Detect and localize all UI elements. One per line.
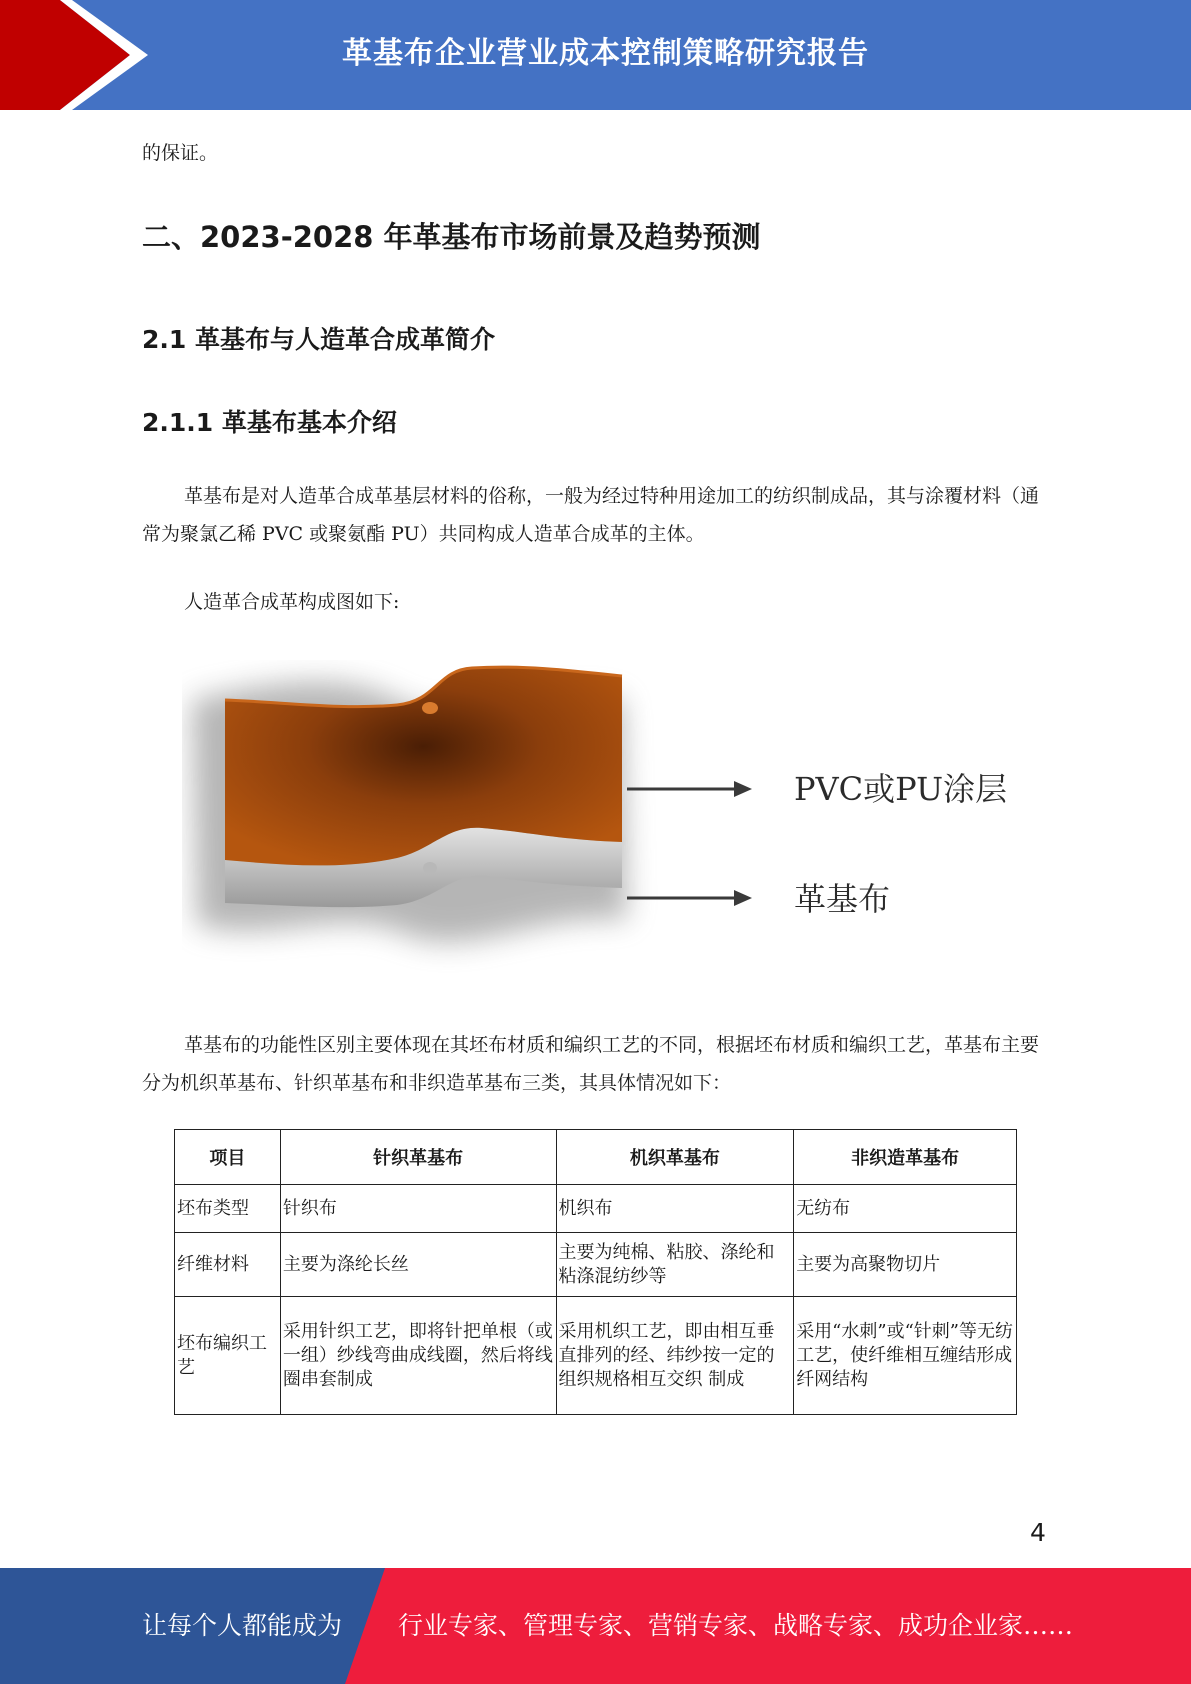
table-cell: 坯布编织工艺 [175, 1297, 281, 1415]
table-header-cell: 机织革基布 [556, 1130, 794, 1185]
table-cell: 无纺布 [794, 1185, 1017, 1233]
table-cell: 主要为纯棉、粘胶、涤纶和粘涤混纺纱等 [556, 1233, 794, 1297]
table-cell: 坯布类型 [175, 1185, 281, 1233]
coating-label: PVC或PU涂层 [794, 770, 1008, 808]
footer-slogan-right: 行业专家、管理专家、营销专家、战略专家、成功企业家…… [398, 1611, 1074, 1640]
table-row [175, 1297, 1017, 1415]
leather-composition-diagram [182, 660, 1022, 980]
paragraph-intro: 革基布是对人造革合成革基层材料的俗称，一般为经过特种用途加工的纺织制成品，其与涂覆材料（通常为聚氯乙稀 PVC 或聚氨酯 PU）共同构成人造革合成革的主体。 [142, 485, 1040, 545]
paragraph-classification: 革基布的功能性区别主要体现在其坯布材质和编织工艺的不同，根据坯布材质和编织工艺，革基布主要分为机织革基布、针织革基布和非织造革基布三类，其具体情况如下： [142, 1034, 1040, 1094]
table-cell: 主要为涤纶长丝 [280, 1233, 556, 1297]
subsubsection-heading: 2.1.1 革基布基本介绍 [142, 408, 397, 437]
page-number: 4 [1030, 1518, 1046, 1547]
section-heading: 二、2023-2028 年革基布市场前景及趋势预测 [142, 220, 761, 254]
table-cell: 针织布 [280, 1185, 556, 1233]
subsection-heading: 2.1 革基布与人造革合成革简介 [142, 325, 495, 354]
header-title: 革基布企业营业成本控制策略研究报告 [342, 36, 869, 71]
table-row [175, 1185, 1017, 1233]
table-header-cell: 非织造革基布 [794, 1130, 1017, 1185]
table-row [175, 1233, 1017, 1297]
table-header-cell: 针织革基布 [280, 1130, 556, 1185]
diagram-graphic [182, 660, 1022, 980]
intro-fragment: 的保证。 [142, 142, 219, 164]
page-header [0, 0, 1191, 110]
table-cell: 纤维材料 [175, 1233, 281, 1297]
paragraph-diagram-caption: 人造革合成革构成图如下: [184, 591, 400, 613]
table-cell: 采用针织工艺，即将针把单根（或一组）纱线弯曲成线圈，然后将线圈串套制成 [280, 1297, 556, 1415]
table-cell: 机织布 [556, 1185, 794, 1233]
page-footer [0, 1568, 1191, 1684]
table-cell: 主要为高聚物切片 [794, 1233, 1017, 1297]
base-fabric-comparison-table [174, 1129, 1017, 1415]
footer-slogan-left: 让每个人都能成为 [142, 1611, 343, 1640]
table-cell: 采用机织工艺，即由相互垂直排列的经、纬纱按一定的组织规格相互交织 制成 [556, 1297, 794, 1415]
base-label: 革基布 [794, 880, 891, 918]
table-cell: 采用“水刺”或“针刺”等无纺工艺，使纤维相互缠结形成纤网结构 [794, 1297, 1017, 1415]
table-header-row [175, 1130, 1017, 1185]
table-header-cell: 项目 [175, 1130, 281, 1185]
